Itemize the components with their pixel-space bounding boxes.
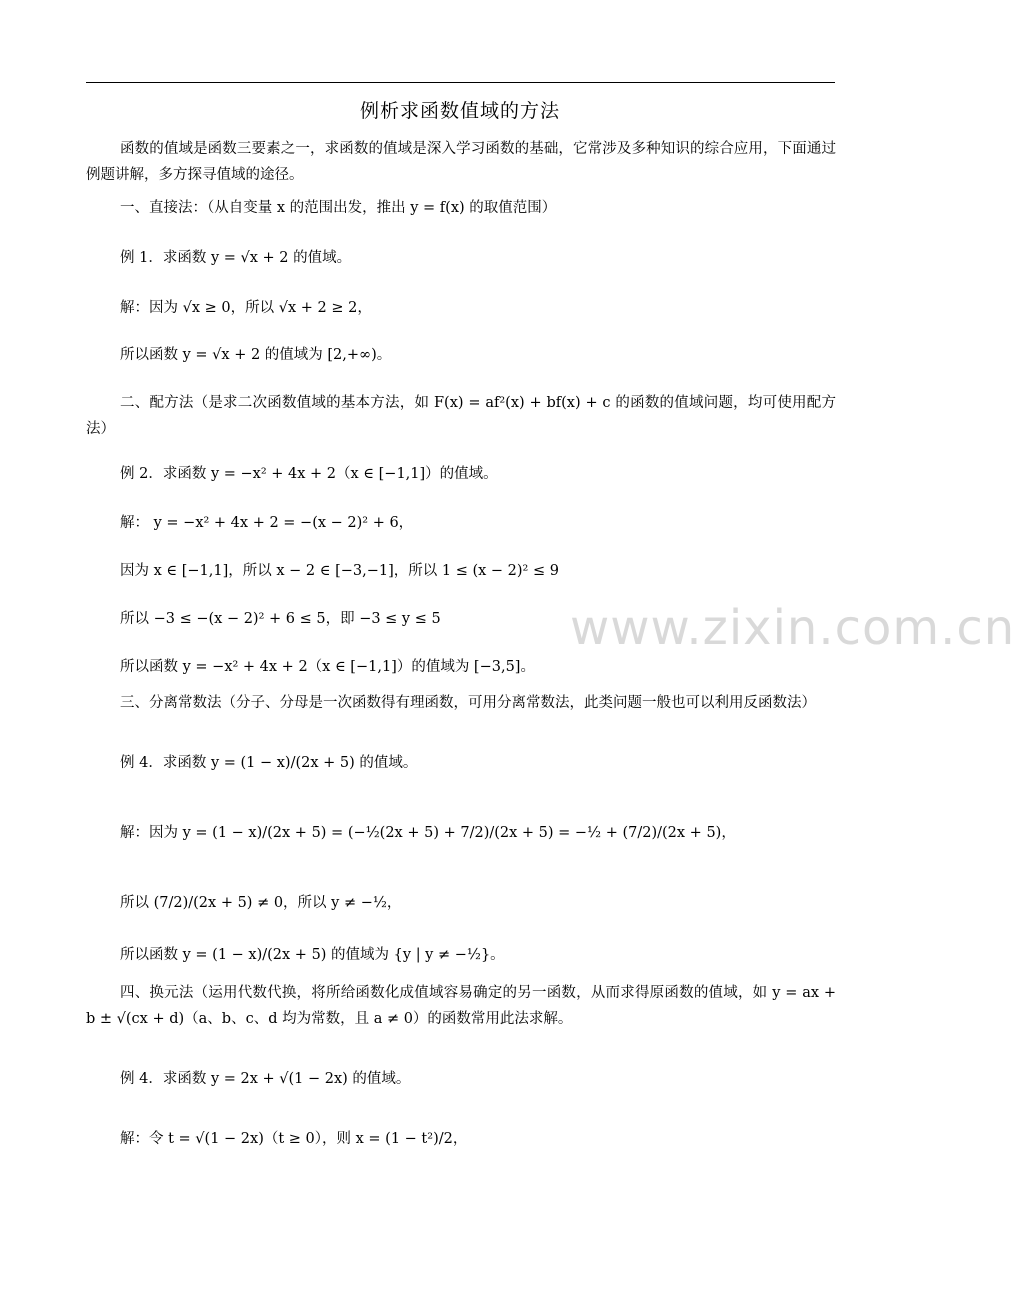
solution-4a-step-2: 所以 (7/2)/(2x + 5) ≠ 0，所以 y ≠ −½， [120, 895, 402, 911]
section-1-heading: 一、直接法：（从自变量 x 的范围出发，推出 y = f(x) 的取值范围） [120, 200, 557, 216]
solution-4a-result: 所以函数 y = (1 − x)/(2x + 5) 的值域为 {y | y ≠ −½}。 [120, 947, 505, 963]
solution-4b-step-1: 解：令 t = √(1 − 2x)（t ≥ 0），则 x = (1 − t²)/2， [120, 1131, 468, 1147]
example-2: 例 2．求函数 y = −x² + 4x + 2（x ∈ [−1,1]）的值域。 [120, 466, 498, 482]
top-rule [86, 82, 835, 83]
watermark: www.zixin.com.cn [570, 600, 1015, 656]
example-4b: 例 4．求函数 y = 2x + √(1 − 2x) 的值域。 [120, 1071, 411, 1087]
solution-2-step-1: 解： y = −x² + 4x + 2 = −(x − 2)² + 6， [120, 515, 414, 531]
solution-4a-step-1: 解：因为 y = (1 − x)/(2x + 5) = (−½(2x + 5) + 7/2)/(2x + 5) = −½ + (7/2)/(2x + 5)， [120, 825, 736, 841]
solution-2-result: 所以函数 y = −x² + 4x + 2（x ∈ [−1,1]）的值域为 [−3,5]。 [120, 659, 535, 675]
section-2-heading: 二、配方法（是求二次函数值域的基本方法，如 F(x) = af²(x) + bf(x) + c 的函数的值域问题，均可使用配方法） [86, 395, 836, 437]
example-1: 例 1．求函数 y = √x + 2 的值域。 [120, 250, 352, 266]
solution-1-step-1: 解：因为 √x ≥ 0，所以 √x + 2 ≥ 2， [120, 300, 372, 316]
solution-2-step-3: 所以 −3 ≤ −(x − 2)² + 6 ≤ 5，即 −3 ≤ y ≤ 5 [120, 611, 441, 627]
solution-1-result: 所以函数 y = √x + 2 的值域为 [2,+∞)。 [120, 347, 392, 363]
section-3-heading: 三、分离常数法（分子、分母是一次函数得有理函数，可用分离常数法，此类问题一般也可以利用反函数法） [120, 695, 816, 711]
intro-paragraph: 函数的值域是函数三要素之一，求函数的值域是深入学习函数的基础，它常涉及多种知识的综合应用，下面通过例题讲解，多方探寻值域的途径。 [86, 141, 836, 183]
section-4-heading: 四、换元法（运用代数代换，将所给函数化成值域容易确定的另一函数，从而求得原函数的值域，如 y = ax + b ± √(cx + d)（a、b、c、d 均为常数，且 a ≠ 0）的函数常用此法求解。 [86, 985, 836, 1027]
solution-2-step-2: 因为 x ∈ [−1,1]，所以 x − 2 ∈ [−3,−1]，所以 1 ≤ (x − 2)² ≤ 9 [120, 563, 559, 579]
page-title: 例析求函数值域的方法 [359, 100, 560, 122]
example-4a: 例 4．求函数 y = (1 − x)/(2x + 5) 的值域。 [120, 755, 418, 771]
